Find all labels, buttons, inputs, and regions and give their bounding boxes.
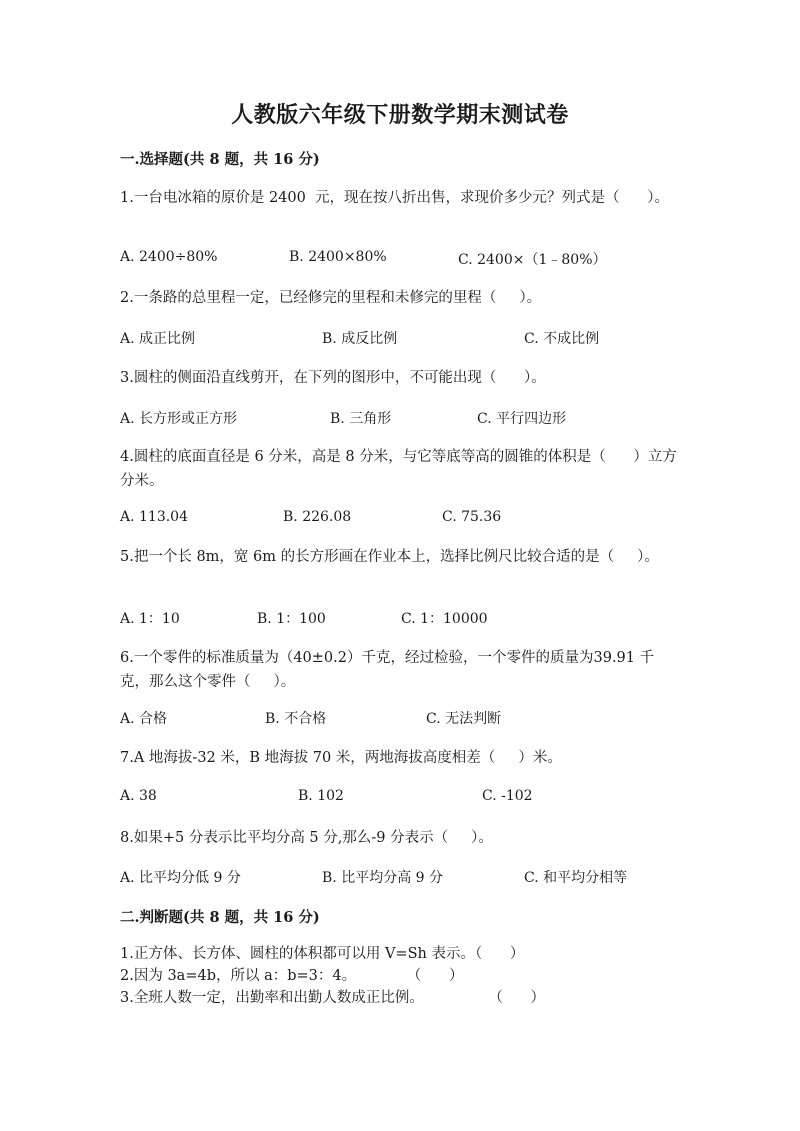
question-3: 3.圆柱的侧面沿直线剪开，在下列的图形中，不可能出现（ ）。 bbox=[120, 370, 546, 386]
section-heading-judgment: 二.判断题(共 8 题，共 16 分) bbox=[120, 909, 320, 926]
question-7-option-c: C. -102 bbox=[482, 788, 533, 804]
question-8-option-c: C. 和平均分相等 bbox=[524, 870, 628, 886]
question-4: 4.圆柱的底面直径是 6 分米，高是 8 分米，与它等底等高的圆锥的体积是（ ）立方分米。 bbox=[120, 449, 677, 489]
question-2-option-a: A. 成正比例 bbox=[120, 331, 196, 347]
question-1-option-c: C. 2400×（1﹣80%） bbox=[458, 252, 607, 268]
question-7-option-b: B. 102 bbox=[298, 788, 344, 804]
judgment-item: 3.全班人数一定，出勤率和出勤人数成正比例。 （ ） bbox=[120, 990, 546, 1006]
question-3-option-b: B. 三角形 bbox=[330, 411, 392, 427]
judgment-item: 2.因为 3a=4b，所以 a：b=3：4。 （ ） bbox=[120, 968, 464, 984]
question-8: 8.如果+5 分表示比平均分高 5 分,那么-9 分表示（ ）。 bbox=[120, 830, 493, 846]
question-3-option-c: C. 平行四边形 bbox=[477, 411, 567, 427]
question-8-option-b: B. 比平均分高 9 分 bbox=[322, 870, 443, 886]
question-4-option-c: C. 75.36 bbox=[442, 509, 502, 525]
question-1-option-a: A. 2400÷80% bbox=[120, 249, 218, 265]
question-7: 7.A 地海拔-32 米，B 地海拔 70 米，两地海拔高度相差（ ）米。 bbox=[120, 750, 562, 766]
question-6-option-b: B. 不合格 bbox=[265, 711, 327, 727]
question-5-option-a: A. 1：10 bbox=[120, 611, 180, 627]
question-6-option-c: C. 无法判断 bbox=[426, 711, 502, 727]
question-6: 6.一个零件的标准质量为（40±0.2）千克，经过检验，一个零件的质量为39.91 千克，那么这个零件（ ）。 bbox=[120, 650, 655, 690]
question-6-option-a: A. 合格 bbox=[120, 711, 168, 727]
question-2-option-b: B. 成反比例 bbox=[322, 331, 398, 347]
question-4-option-a: A. 113.04 bbox=[120, 509, 188, 525]
question-5: 5.把一个长 8m，宽 6m 的长方形画在作业本上，选择比例尺比较合适的是（ ）。 bbox=[120, 549, 659, 565]
question-2: 2.一条路的总里程一定，已经修完的里程和未修完的里程（ ）。 bbox=[120, 290, 542, 306]
question-8-option-a: A. 比平均分低 9 分 bbox=[120, 870, 241, 886]
question-2-option-c: C. 不成比例 bbox=[524, 331, 600, 347]
question-4-option-b: B. 226.08 bbox=[283, 509, 352, 525]
question-1-option-b: B. 2400×80% bbox=[289, 249, 387, 265]
question-7-option-a: A. 38 bbox=[120, 788, 157, 804]
judgment-item: 1.正方体、长方体、圆柱的体积都可以用 V=Sh 表示。（ ） bbox=[120, 946, 525, 962]
question-5-option-c: C. 1：10000 bbox=[401, 611, 488, 627]
question-1: 1.一台电冰箱的原价是 2400 元，现在按八折出售，求现价多少元？列式是（ ）。 bbox=[120, 190, 669, 206]
question-3-option-a: A. 长方形或正方形 bbox=[120, 411, 238, 427]
question-5-option-b: B. 1：100 bbox=[257, 611, 326, 627]
page-title: 人教版六年级下册数学期末测试卷 bbox=[231, 102, 569, 128]
section-heading-choice: 一.选择题(共 8 题，共 16 分) bbox=[120, 151, 320, 168]
